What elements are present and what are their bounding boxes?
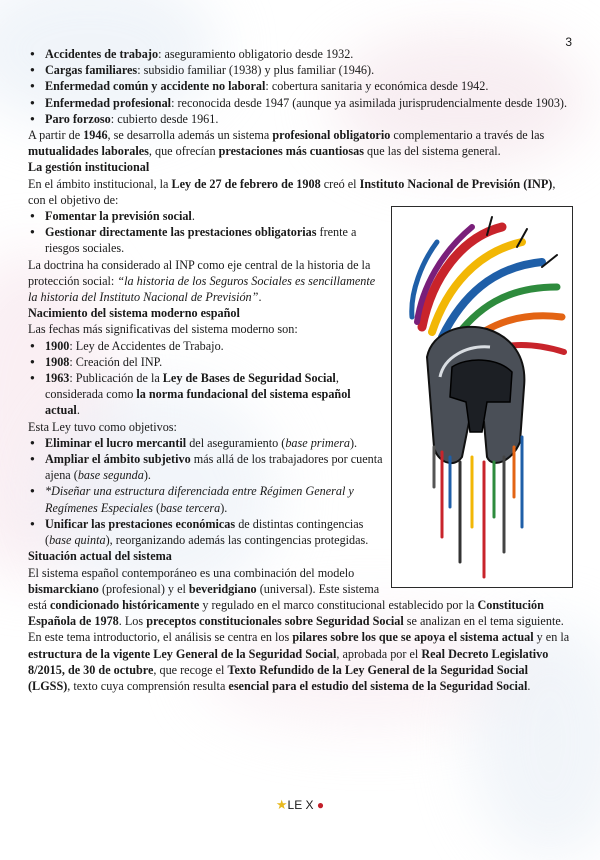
list-item: ● *Diseñar una estructura diferenciada entre Régimen General y Regímenes Especiales (base tercera).	[28, 483, 573, 515]
list-item: ● Paro forzoso: cubierto desde 1961.	[28, 111, 573, 127]
section-heading: La gestión institucional	[28, 160, 150, 175]
list-item: ● Ampliar el ámbito subjetivo más allá de los trabajadores por cuenta ajena (base segunda).	[28, 451, 573, 483]
law-objectives-list	[28, 435, 573, 548]
list-item: ● 1908: Creación del INP.	[28, 354, 573, 370]
document-body	[28, 46, 573, 694]
paragraph: Las fechas más significativas del sistema moderno son:	[28, 322, 298, 337]
star-icon: ★	[275, 797, 288, 812]
list-item: ● Enfermedad común y accidente no laboral: cobertura sanitaria y económica desde 1942.	[28, 78, 573, 94]
blood-drop-icon: ●	[316, 798, 325, 812]
paragraph: En este tema introductorio, el análisis se centra en los pilares sobre los que se apoya el sistema actual y en la estructura de la vigente Ley General de la Seguridad Social, aprobada por el Real Decreto Legislativo 8/2015, de 30 de octubre, que recoge el Texto Refundido de la Ley General de la Seguridad Social (LGSS), texto cuya comprensión resulta esencial para el estudio del sistema de la Seguridad Social.	[28, 630, 570, 693]
paragraph: El sistema español contemporáneo es una combinación del modelo bismarckiano (profesional) y el beveridgiano (universal). Este sistema está condicionado históricamente y regulado en el marco constitucional establecido por la Constitución Española de 1978. Los preceptos constitucionales sobre Seguridad Social se analizan en el tema siguiente.	[28, 565, 564, 629]
paragraph: En el ámbito institucional, la Ley de 27 de febrero de 1908 creó el Instituto Nacional de Previsión (INP), con el objetivo de:	[28, 176, 556, 207]
coverage-list	[28, 46, 573, 127]
list-item: ● Unificar las prestaciones económicas de distintas contingencias (base quinta), reorganizando además las contingencias protegidas.	[28, 516, 573, 548]
section-heading: Situación actual del sistema	[28, 549, 172, 564]
footer-brand	[0, 797, 600, 813]
list-item: ● Enfermedad profesional: reconocida desde 1947 (aunque ya asimilada jurisprudencialmente desde 1903).	[28, 95, 573, 111]
list-item: ● 1963: Publicación de la Ley de Bases de Seguridad Social, considerada como la norma fundacional del sistema español actual.	[28, 370, 573, 419]
paragraph: Esta Ley tuvo como objetivos:	[28, 419, 177, 434]
section-heading: Nacimiento del sistema moderno español	[28, 306, 240, 321]
list-item: ● Accidentes de trabajo: aseguramiento obligatorio desde 1932.	[28, 46, 573, 62]
list-item: ● 1900: Ley de Accidentes de Trabajo.	[28, 338, 573, 354]
objectives-list	[28, 208, 573, 257]
page-number: 3	[565, 35, 572, 49]
list-item: ● Eliminar el lucro mercantil del aseguramiento (base primera).	[28, 435, 573, 451]
list-item: ● Gestionar directamente las prestaciones obligatorias frente a riesgos sociales.	[28, 224, 573, 256]
list-item: ● Cargas familiares: subsidio familiar (1938) y plus familiar (1946).	[28, 62, 573, 78]
paragraph: A partir de 1946, se desarrolla además un sistema profesional obligatorio complementario a través de las mutualidades laborales, que ofrecían prestaciones más cuantiosas que las del sistema general.	[28, 128, 545, 159]
brand-text: LE X	[287, 798, 314, 812]
dates-list	[28, 338, 573, 419]
list-item: ● Fomentar la previsión social.	[28, 208, 573, 224]
paragraph: La doctrina ha considerado al INP como eje central de la historia de la protección social: “la historia de los Seguros Sociales es sencillamente la historia del Instituto Nacional de Previsión”.	[28, 257, 376, 305]
